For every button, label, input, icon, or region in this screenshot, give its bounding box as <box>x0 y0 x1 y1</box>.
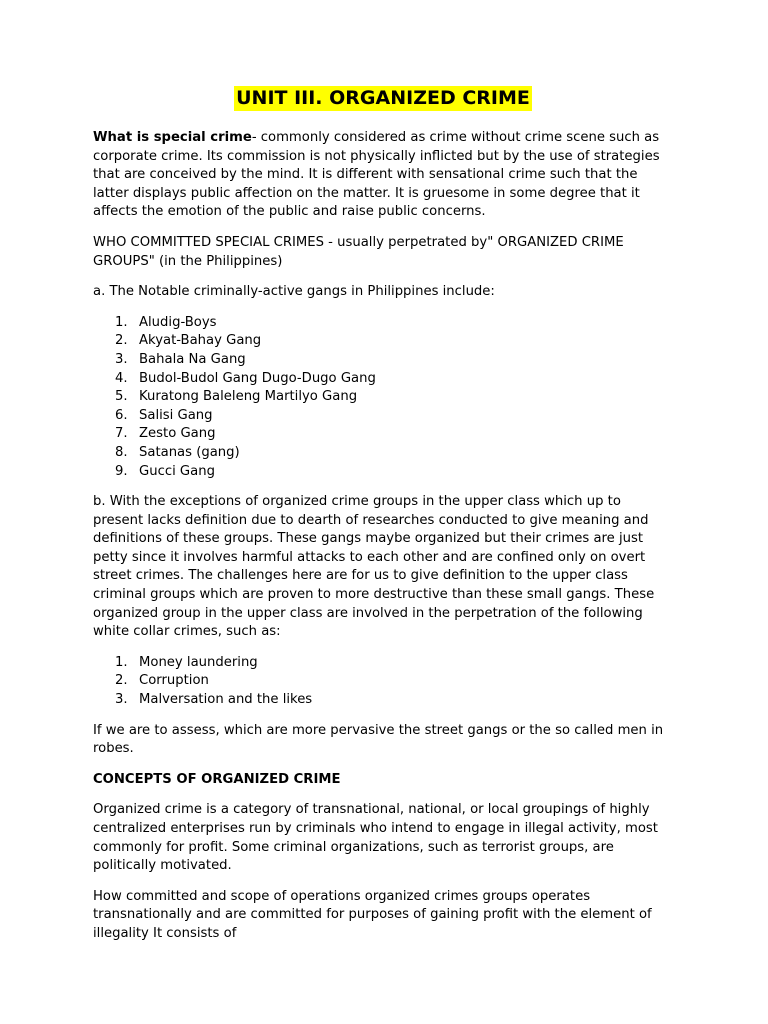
gangs-list <box>93 314 673 481</box>
list-text: Bahala Na Gang <box>139 351 246 367</box>
upper-class-paragraph: b. With the exceptions of organized crime groups in the upper class which up to present lacks definition due to dearth of researches conducted to give meaning and definitions of these groups. These gangs maybe organized but their crimes are just petty since it involves harmful attacks to each other and are confined only on overt street crimes. The challenges here are for us to give definition to the upper class criminal groups which are proven to more destructive than these small gangs. These organized group in the upper class are involved in the perpetration of the following white collar crimes, such as: <box>93 494 655 640</box>
list-text: Budol-Budol Gang Dugo-Dugo Gang <box>139 370 376 386</box>
list-item <box>93 444 673 463</box>
intro-text: - commonly considered as crime without crime scene such as corporate crime. Its commission is not physically inflicted but by the use of strategies that are conceived by the mind. It is different with sensational crime such that the latter displays public affection on the matter. It is gruesome in some degree that it affects the emotion of the public and raise public concerns. <box>93 130 660 220</box>
list-text: Salisi Gang <box>139 407 213 423</box>
list-number: 7. <box>115 426 128 442</box>
list-item <box>93 332 673 351</box>
list-number: 5. <box>115 389 128 405</box>
list-text: Money laundering <box>139 654 258 670</box>
list-number: 3. <box>115 351 128 367</box>
list-number: 4. <box>115 370 128 386</box>
list-text: Akyat-Bahay Gang <box>139 333 262 349</box>
document-page <box>93 86 673 956</box>
list-item <box>93 314 673 333</box>
list-number: 9. <box>115 463 128 479</box>
list-item <box>93 691 673 710</box>
list-number: 1. <box>115 654 128 670</box>
list-text: Zesto Gang <box>139 426 216 442</box>
concepts-paragraph: Organized crime is a category of transnational, national, or local groupings of highly centralized enterprises run by criminals who intend to engage in illegal activity, most commonly for profit. Some criminal organizations, such as terrorist groups, are politically motivated. <box>93 802 658 874</box>
list-item <box>93 370 673 389</box>
list-text: Kuratong Baleleng Martilyo Gang <box>139 389 358 405</box>
list-item <box>93 351 673 370</box>
intro-term: What is special crime <box>93 130 252 145</box>
list-text: Satanas (gang) <box>139 444 240 460</box>
list-text: Malversation and the likes <box>139 692 313 708</box>
list-number: 2. <box>115 673 128 689</box>
list-number: 6. <box>115 407 128 423</box>
gangs-intro: a. The Notable criminally-active gangs in Philippines include: <box>93 284 495 300</box>
list-text: Aludig-Boys <box>139 314 217 330</box>
assess-paragraph: If we are to assess, which are more pervasive the street gangs or the so called men in robes. <box>93 722 664 757</box>
list-number: 1. <box>115 314 128 330</box>
concepts-heading: CONCEPTS OF ORGANIZED CRIME <box>93 771 341 787</box>
list-number: 2. <box>115 333 128 349</box>
list-item <box>93 672 673 691</box>
title-wrap <box>93 86 673 111</box>
list-item <box>93 463 673 482</box>
list-item <box>93 654 673 673</box>
white-collar-list <box>93 654 673 710</box>
list-item <box>93 388 673 407</box>
list-number: 8. <box>115 444 128 460</box>
list-text: Gucci Gang <box>139 463 215 479</box>
list-number: 3. <box>115 692 128 708</box>
intro-paragraph <box>93 129 673 222</box>
list-item <box>93 425 673 444</box>
list-item <box>93 407 673 426</box>
page-title: UNIT III. ORGANIZED CRIME <box>236 87 530 109</box>
list-text: Corruption <box>139 673 209 689</box>
who-committed-paragraph: WHO COMMITTED SPECIAL CRIMES - usually perpetrated by" ORGANIZED CRIME GROUPS" (in the Philippines) <box>93 234 624 269</box>
scope-paragraph: How committed and scope of operations organized crimes groups operates transnationally and are committed for purposes of gaining profit with the element of illegality It consists of <box>93 888 652 941</box>
